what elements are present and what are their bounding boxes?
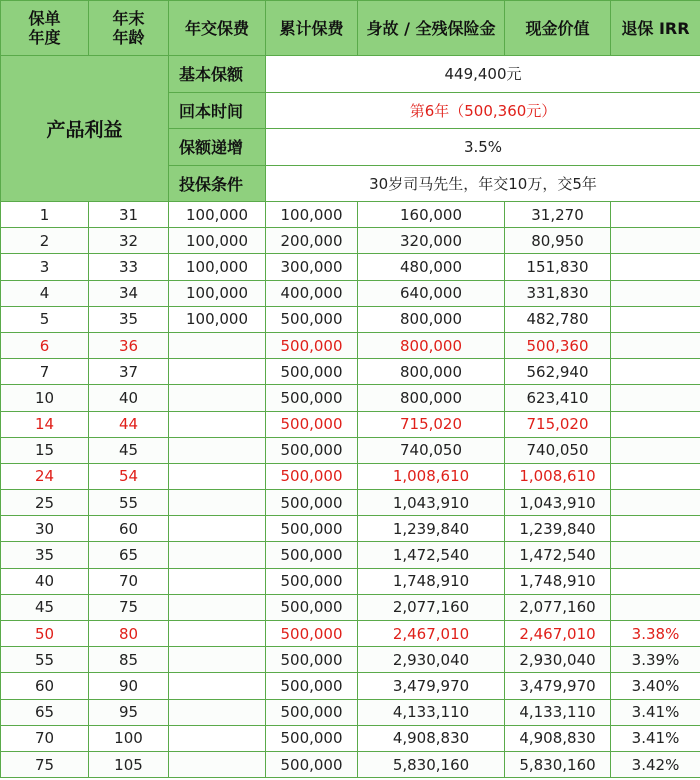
cell-cumulative-premium: 500,000 <box>266 594 358 620</box>
cell-policy-year: 40 <box>1 568 89 594</box>
product-title: 产品利益 <box>1 56 169 202</box>
cell-policy-year: 50 <box>1 621 89 647</box>
cell-age: 75 <box>89 594 169 620</box>
cell-cash-value: 740,050 <box>505 437 611 463</box>
cell-policy-year: 7 <box>1 359 89 385</box>
cell-annual-premium <box>169 673 266 699</box>
cell-annual-premium: 100,000 <box>169 306 266 332</box>
column-header: 现金价值 <box>505 1 611 56</box>
cell-irr <box>611 385 700 411</box>
cell-annual-premium <box>169 437 266 463</box>
cell-policy-year: 5 <box>1 306 89 332</box>
summary-label: 投保条件 <box>169 165 266 202</box>
cell-cumulative-premium: 500,000 <box>266 437 358 463</box>
cell-cumulative-premium: 500,000 <box>266 385 358 411</box>
table-row <box>1 673 700 699</box>
column-header <box>89 1 169 56</box>
cell-age: 85 <box>89 647 169 673</box>
cell-age: 34 <box>89 280 169 306</box>
cell-policy-year: 6 <box>1 332 89 358</box>
cell-policy-year: 24 <box>1 463 89 489</box>
cell-age: 32 <box>89 228 169 254</box>
cell-death-benefit: 320,000 <box>358 228 505 254</box>
cell-irr <box>611 463 700 489</box>
table-row <box>1 516 700 542</box>
cell-annual-premium: 100,000 <box>169 280 266 306</box>
cell-cash-value: 500,360 <box>505 332 611 358</box>
column-header: 年交保费 <box>169 1 266 56</box>
cell-annual-premium <box>169 490 266 516</box>
table-row <box>1 490 700 516</box>
column-header-line: 年末 <box>112 9 145 28</box>
cell-annual-premium <box>169 385 266 411</box>
cell-irr: 3.39% <box>611 647 700 673</box>
cell-policy-year: 4 <box>1 280 89 306</box>
cell-irr <box>611 490 700 516</box>
cell-cash-value: 482,780 <box>505 306 611 332</box>
summary-value: 449,400元 <box>266 56 700 93</box>
cell-death-benefit: 715,020 <box>358 411 505 437</box>
cell-irr <box>611 411 700 437</box>
cell-policy-year: 60 <box>1 673 89 699</box>
cell-death-benefit: 800,000 <box>358 306 505 332</box>
summary-row <box>1 56 700 93</box>
table-row <box>1 202 700 228</box>
table-row <box>1 647 700 673</box>
cell-cumulative-premium: 100,000 <box>266 202 358 228</box>
cell-cash-value: 715,020 <box>505 411 611 437</box>
table-row <box>1 254 700 280</box>
cell-cash-value: 1,043,910 <box>505 490 611 516</box>
cell-age: 54 <box>89 463 169 489</box>
table-row <box>1 568 700 594</box>
cell-irr <box>611 254 700 280</box>
cell-death-benefit: 5,830,160 <box>358 751 505 777</box>
cell-cash-value: 5,830,160 <box>505 751 611 777</box>
cell-cumulative-premium: 500,000 <box>266 647 358 673</box>
column-header: 退保 IRR <box>611 1 700 56</box>
cell-irr <box>611 332 700 358</box>
header-row <box>1 1 700 56</box>
cell-annual-premium <box>169 411 266 437</box>
cell-cash-value: 80,950 <box>505 228 611 254</box>
cell-death-benefit: 1,472,540 <box>358 542 505 568</box>
cell-cumulative-premium: 500,000 <box>266 673 358 699</box>
cell-policy-year: 45 <box>1 594 89 620</box>
cell-cumulative-premium: 500,000 <box>266 621 358 647</box>
table-row <box>1 594 700 620</box>
table-row <box>1 411 700 437</box>
cell-policy-year: 15 <box>1 437 89 463</box>
cell-cumulative-premium: 200,000 <box>266 228 358 254</box>
cell-annual-premium <box>169 516 266 542</box>
cell-age: 65 <box>89 542 169 568</box>
cell-age: 105 <box>89 751 169 777</box>
cell-cash-value: 151,830 <box>505 254 611 280</box>
summary-label: 基本保额 <box>169 56 266 93</box>
cell-cumulative-premium: 500,000 <box>266 490 358 516</box>
cell-death-benefit: 1,748,910 <box>358 568 505 594</box>
cell-annual-premium <box>169 568 266 594</box>
cell-death-benefit: 740,050 <box>358 437 505 463</box>
cell-irr <box>611 280 700 306</box>
cell-annual-premium <box>169 463 266 489</box>
cell-policy-year: 14 <box>1 411 89 437</box>
table-row <box>1 725 700 751</box>
cell-death-benefit: 1,239,840 <box>358 516 505 542</box>
table-row <box>1 332 700 358</box>
cell-age: 44 <box>89 411 169 437</box>
cell-irr <box>611 228 700 254</box>
cell-policy-year: 1 <box>1 202 89 228</box>
table-row <box>1 699 700 725</box>
cell-cash-value: 2,077,160 <box>505 594 611 620</box>
cell-age: 31 <box>89 202 169 228</box>
cell-policy-year: 2 <box>1 228 89 254</box>
column-header-line: 年龄 <box>112 28 145 47</box>
cell-annual-premium <box>169 699 266 725</box>
summary-value: 第6年（500,360元） <box>266 92 700 129</box>
cell-irr <box>611 359 700 385</box>
cell-death-benefit: 2,077,160 <box>358 594 505 620</box>
cell-annual-premium <box>169 647 266 673</box>
cell-annual-premium <box>169 542 266 568</box>
cell-policy-year: 3 <box>1 254 89 280</box>
cell-death-benefit: 480,000 <box>358 254 505 280</box>
cell-policy-year: 30 <box>1 516 89 542</box>
cell-irr <box>611 437 700 463</box>
cell-irr: 3.42% <box>611 751 700 777</box>
cell-annual-premium <box>169 621 266 647</box>
cell-cumulative-premium: 500,000 <box>266 725 358 751</box>
column-header-line: 年度 <box>28 28 61 47</box>
cell-policy-year: 25 <box>1 490 89 516</box>
cell-cumulative-premium: 500,000 <box>266 463 358 489</box>
cell-policy-year: 70 <box>1 725 89 751</box>
cell-cash-value: 562,940 <box>505 359 611 385</box>
cell-death-benefit: 800,000 <box>358 359 505 385</box>
cell-irr: 3.40% <box>611 673 700 699</box>
cell-cash-value: 2,930,040 <box>505 647 611 673</box>
cell-irr <box>611 542 700 568</box>
cell-cumulative-premium: 400,000 <box>266 280 358 306</box>
table-row <box>1 385 700 411</box>
column-header <box>1 1 89 56</box>
table-row <box>1 437 700 463</box>
cell-irr: 3.41% <box>611 699 700 725</box>
cell-cash-value: 1,472,540 <box>505 542 611 568</box>
cell-policy-year: 75 <box>1 751 89 777</box>
cell-cumulative-premium: 500,000 <box>266 516 358 542</box>
cell-irr <box>611 306 700 332</box>
cell-cash-value: 1,239,840 <box>505 516 611 542</box>
summary-value: 30岁司马先生，年交10万，交5年 <box>266 165 700 202</box>
cell-death-benefit: 3,479,970 <box>358 673 505 699</box>
cell-age: 35 <box>89 306 169 332</box>
cell-annual-premium <box>169 359 266 385</box>
summary-label: 保额递增 <box>169 129 266 166</box>
cell-annual-premium: 100,000 <box>169 254 266 280</box>
cell-age: 80 <box>89 621 169 647</box>
cell-cumulative-premium: 500,000 <box>266 542 358 568</box>
cell-cumulative-premium: 500,000 <box>266 332 358 358</box>
cell-annual-premium <box>169 725 266 751</box>
cell-age: 37 <box>89 359 169 385</box>
cell-death-benefit: 1,008,610 <box>358 463 505 489</box>
cell-age: 33 <box>89 254 169 280</box>
table-row <box>1 621 700 647</box>
cell-cumulative-premium: 500,000 <box>266 568 358 594</box>
cell-cash-value: 623,410 <box>505 385 611 411</box>
summary-label: 回本时间 <box>169 92 266 129</box>
cell-policy-year: 10 <box>1 385 89 411</box>
table-row <box>1 306 700 332</box>
cell-cash-value: 1,008,610 <box>505 463 611 489</box>
cell-irr <box>611 202 700 228</box>
cell-age: 45 <box>89 437 169 463</box>
cell-age: 55 <box>89 490 169 516</box>
cell-death-benefit: 4,133,110 <box>358 699 505 725</box>
cell-death-benefit: 800,000 <box>358 385 505 411</box>
cell-death-benefit: 800,000 <box>358 332 505 358</box>
cell-irr <box>611 516 700 542</box>
cell-death-benefit: 4,908,830 <box>358 725 505 751</box>
cell-age: 36 <box>89 332 169 358</box>
cell-annual-premium: 100,000 <box>169 202 266 228</box>
cell-irr: 3.41% <box>611 725 700 751</box>
column-header: 累计保费 <box>266 1 358 56</box>
table-row <box>1 228 700 254</box>
column-headers <box>1 1 700 56</box>
cell-death-benefit: 2,467,010 <box>358 621 505 647</box>
cell-cumulative-premium: 500,000 <box>266 751 358 777</box>
cell-annual-premium <box>169 751 266 777</box>
cell-age: 40 <box>89 385 169 411</box>
cell-age: 70 <box>89 568 169 594</box>
cell-cash-value: 4,908,830 <box>505 725 611 751</box>
cell-annual-premium: 100,000 <box>169 228 266 254</box>
table-row <box>1 359 700 385</box>
summary-value: 3.5% <box>266 129 700 166</box>
table-row <box>1 463 700 489</box>
cell-annual-premium <box>169 332 266 358</box>
cell-cash-value: 31,270 <box>505 202 611 228</box>
data-rows <box>1 202 700 778</box>
cell-cash-value: 4,133,110 <box>505 699 611 725</box>
summary-section <box>1 56 700 202</box>
cell-annual-premium <box>169 594 266 620</box>
cell-policy-year: 65 <box>1 699 89 725</box>
cell-death-benefit: 2,930,040 <box>358 647 505 673</box>
cell-cash-value: 3,479,970 <box>505 673 611 699</box>
cell-cash-value: 331,830 <box>505 280 611 306</box>
cell-age: 90 <box>89 673 169 699</box>
cell-death-benefit: 160,000 <box>358 202 505 228</box>
cell-death-benefit: 1,043,910 <box>358 490 505 516</box>
cell-age: 60 <box>89 516 169 542</box>
cell-cash-value: 1,748,910 <box>505 568 611 594</box>
cell-irr <box>611 568 700 594</box>
table-row <box>1 280 700 306</box>
cell-cumulative-premium: 500,000 <box>266 699 358 725</box>
cell-cumulative-premium: 500,000 <box>266 359 358 385</box>
cell-cumulative-premium: 300,000 <box>266 254 358 280</box>
table-row <box>1 751 700 777</box>
column-header-line: 保单 <box>28 9 61 28</box>
cell-cash-value: 2,467,010 <box>505 621 611 647</box>
cell-cumulative-premium: 500,000 <box>266 411 358 437</box>
column-header: 身故 / 全残保险金 <box>358 1 505 56</box>
cell-irr <box>611 594 700 620</box>
table-row <box>1 542 700 568</box>
cell-cumulative-premium: 500,000 <box>266 306 358 332</box>
cell-policy-year: 35 <box>1 542 89 568</box>
cell-policy-year: 55 <box>1 647 89 673</box>
cell-death-benefit: 640,000 <box>358 280 505 306</box>
cell-irr: 3.38% <box>611 621 700 647</box>
cell-age: 100 <box>89 725 169 751</box>
cell-age: 95 <box>89 699 169 725</box>
